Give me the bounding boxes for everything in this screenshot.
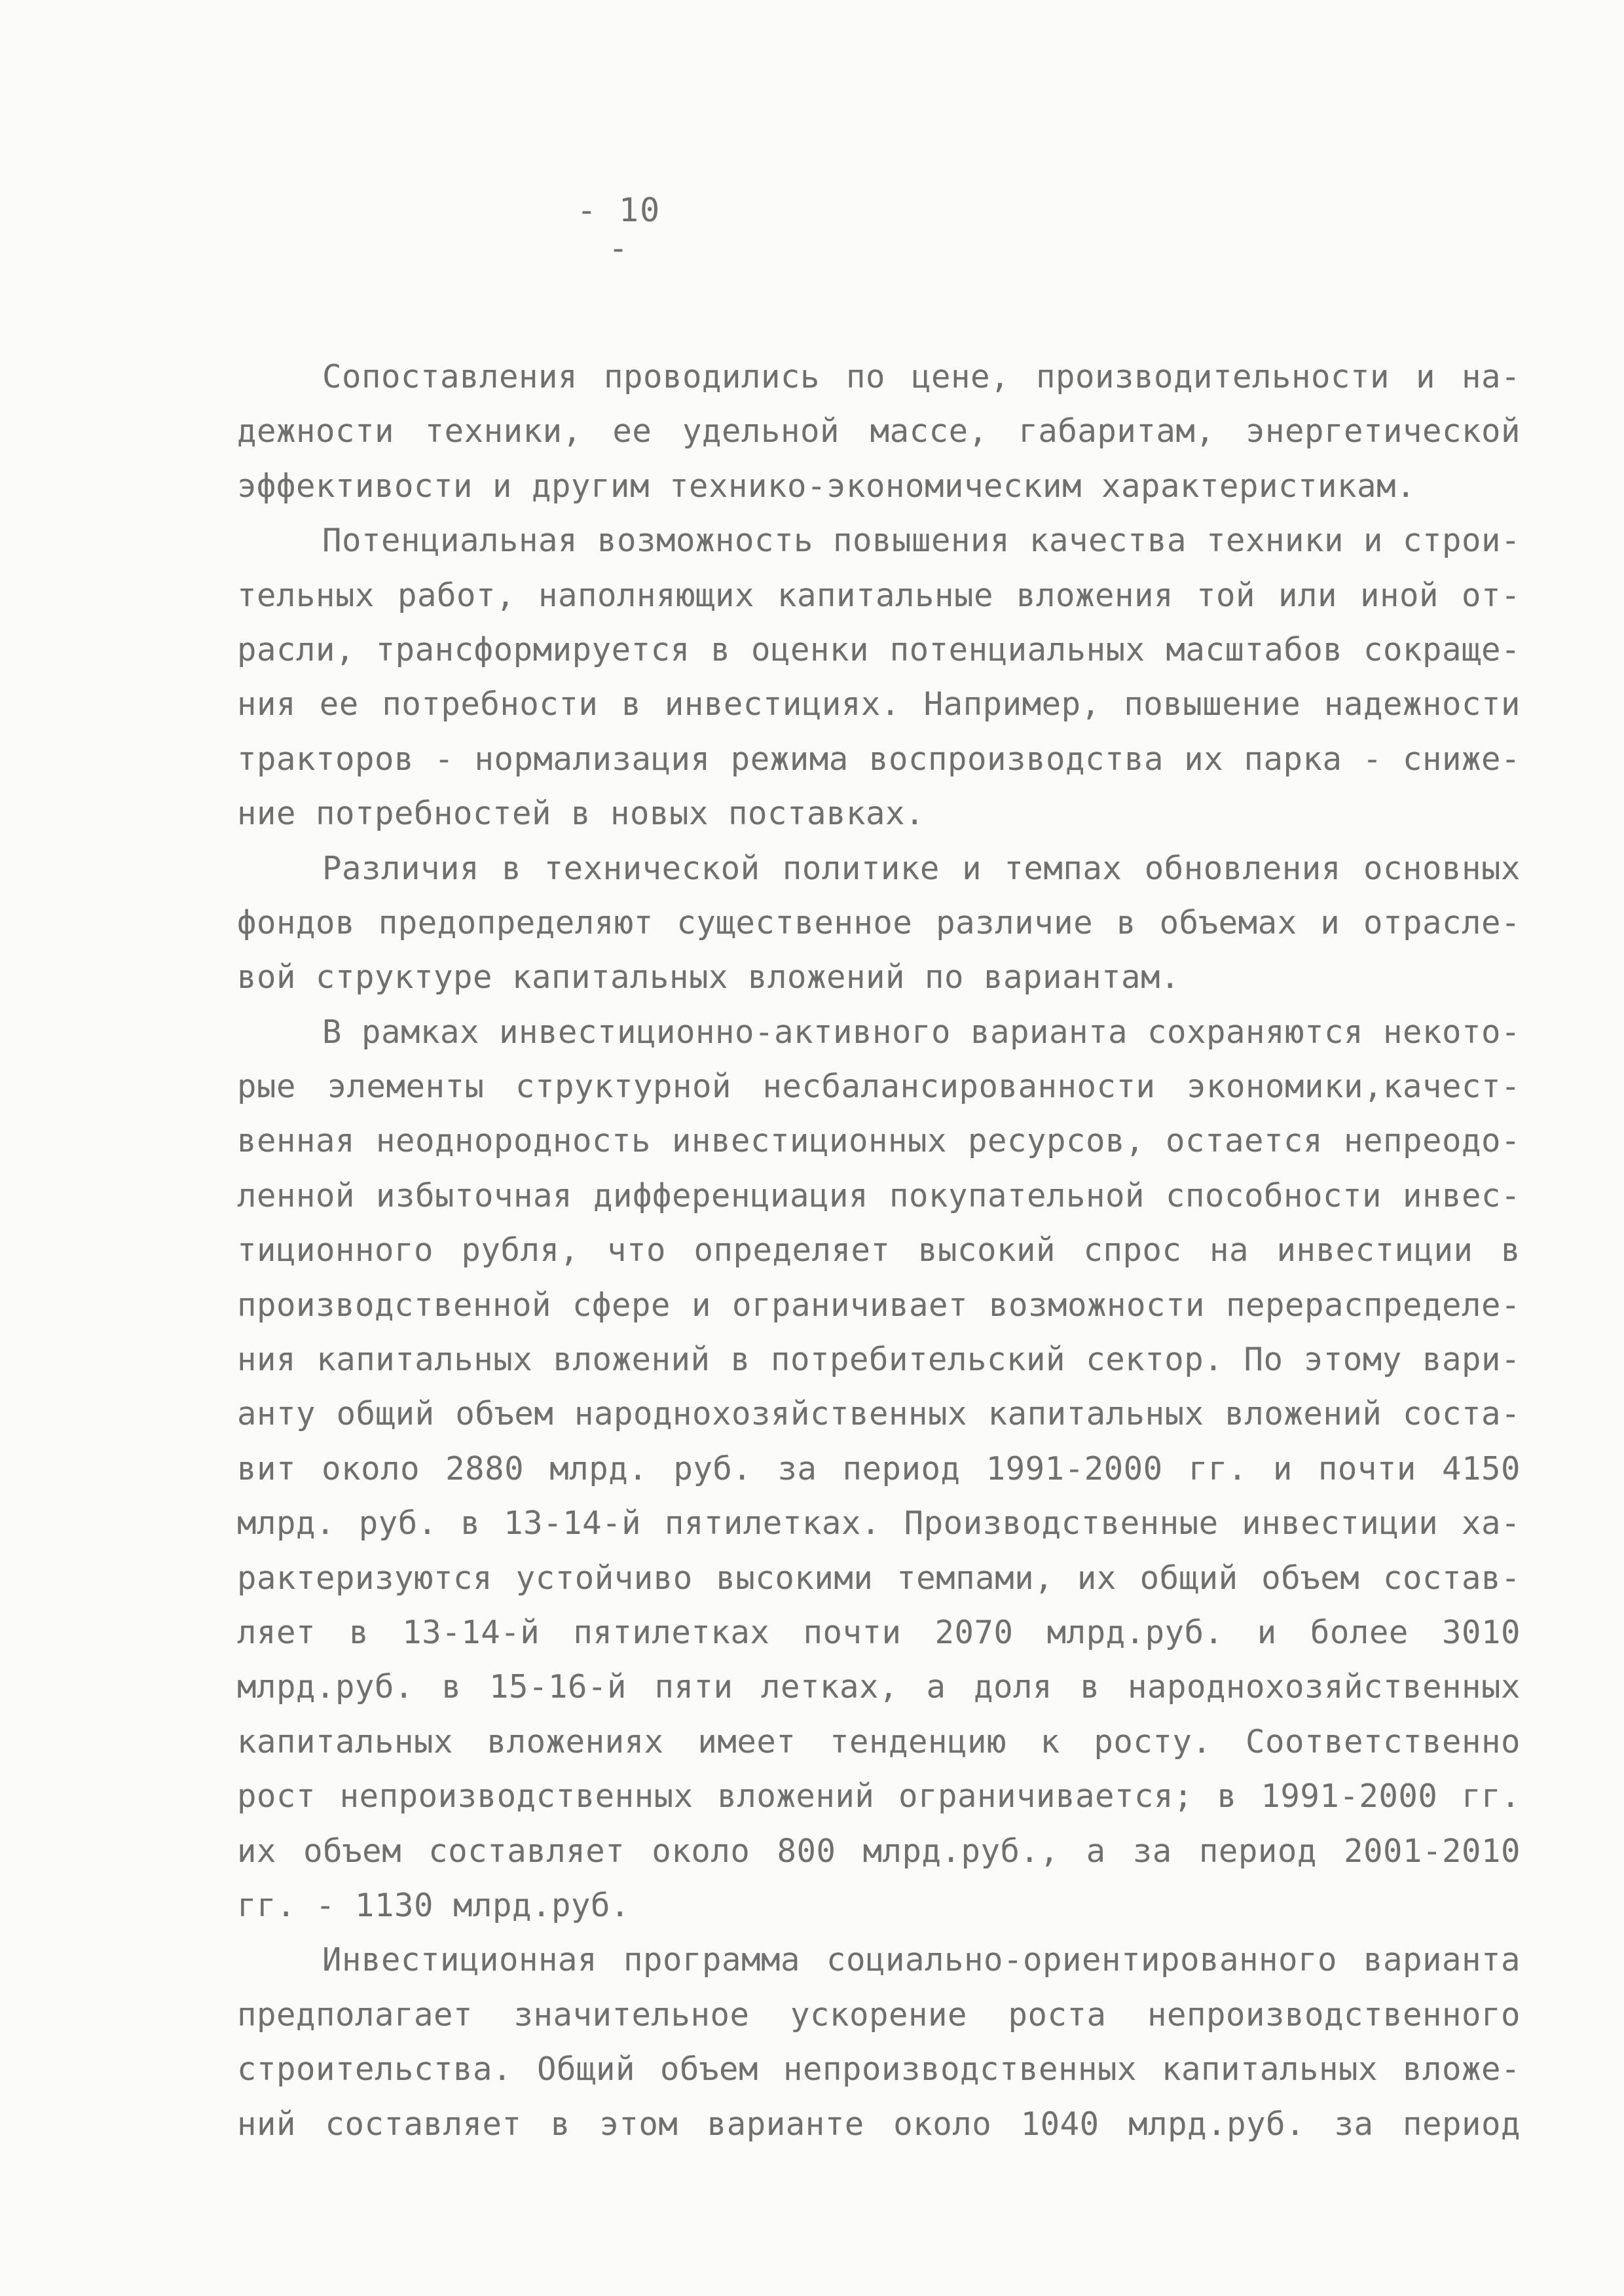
text-line: венная неоднородность инвестиционных ресурсов, остается непреодо- — [237, 1122, 1521, 1160]
text-line: ние потребностей в новых поставках. — [237, 795, 925, 833]
text-line: капитальных вложениях имеет тенденцию к росту. Соответственно — [237, 1722, 1521, 1760]
text-line: вой структуре капитальных вложений по вариантам. — [237, 958, 1181, 996]
paragraph — [237, 350, 1521, 513]
text-line: предполагает значительное ускорение роста непроизводственного — [237, 1995, 1521, 2033]
text-line: фондов предопределяют существенное различие в объемах и отрасле- — [237, 903, 1521, 941]
text-line: ния ее потребности в инвестициях. Например, повышение надежности — [237, 685, 1521, 723]
text-line: рактеризуются устойчиво высокими темпами, их общий объем состав- — [237, 1559, 1521, 1597]
paragraph — [237, 1933, 1521, 2151]
text-line: ний составляет в этом варианте около 1040 млрд.руб. за период — [237, 2105, 1521, 2143]
text-line: строительства. Общий объем непроизводственных капитальных вложе- — [237, 2050, 1521, 2088]
text-line: их объем составляет около 800 млрд.руб., а за период 2001-2010 — [237, 1832, 1521, 1870]
text-line: ляет в 13-14-й пятилетках почти 2070 млрд.руб. и более 3010 — [237, 1613, 1521, 1651]
text-line: анту общий объем народнохозяйственных капитальных вложений соста- — [237, 1395, 1521, 1433]
text-line: вит около 2880 млрд. руб. за период 1991-2000 гг. и почти 4150 — [237, 1449, 1521, 1487]
text-line: рые элементы структурной несбалансированности экономики,качест- — [237, 1068, 1521, 1106]
text-line: ленной избыточная дифференциация покупательной способности инвес- — [237, 1176, 1521, 1214]
text-line: млрд.руб. в 15-16-й пяти летках, а доля в народнохозяйственных — [237, 1668, 1521, 1706]
text-line: гг. - 1130 млрд.руб. — [237, 1886, 631, 1924]
text-line: В рамках инвестиционно-активного варианта сохраняются некото- — [322, 1013, 1521, 1051]
text-line: тиционного рубля, что определяет высокий спрос на инвестиции в — [237, 1231, 1521, 1269]
text-line: млрд. руб. в 13-14-й пятилетках. Производственные инвестиции ха- — [237, 1504, 1521, 1542]
text-line: производственной сфере и ограничивает возможности перераспределе- — [237, 1286, 1521, 1324]
paragraph — [237, 1005, 1521, 1933]
text-line: ния капитальных вложений в потребительский сектор. По этому вари- — [237, 1341, 1521, 1379]
text-line: рост непроизводственных вложений ограничивается; в 1991-2000 гг. — [237, 1777, 1521, 1815]
text-line: Потенциальная возможность повышения качества техники и строи- — [322, 522, 1521, 560]
text-line: Сопоставления проводились по цене, производительности и на- — [322, 358, 1521, 395]
text-line: эффективости и другим технико-экономическим характеристикам. — [237, 467, 1416, 505]
paragraph — [237, 513, 1521, 841]
text-line: тельных работ, наполняющих капитальные вложения той или иной от- — [237, 576, 1521, 614]
page-number: - 10 - — [576, 191, 661, 267]
paragraph — [237, 841, 1521, 1005]
text-line: расли, трансформируется в оценки потенциальных масштабов сокраще- — [237, 630, 1521, 668]
text-line: тракторов - нормализация режима воспроизводства их парка - сниже- — [237, 740, 1521, 778]
text-line: дежности техники, ее удельной массе, габаритам, энергетической — [237, 412, 1521, 450]
text-line: Инвестиционная программа социально-ориентированного варианта — [322, 1941, 1521, 1979]
body-text — [237, 350, 1521, 2151]
text-line: Различия в технической политике и темпах обновления основных — [322, 849, 1521, 887]
